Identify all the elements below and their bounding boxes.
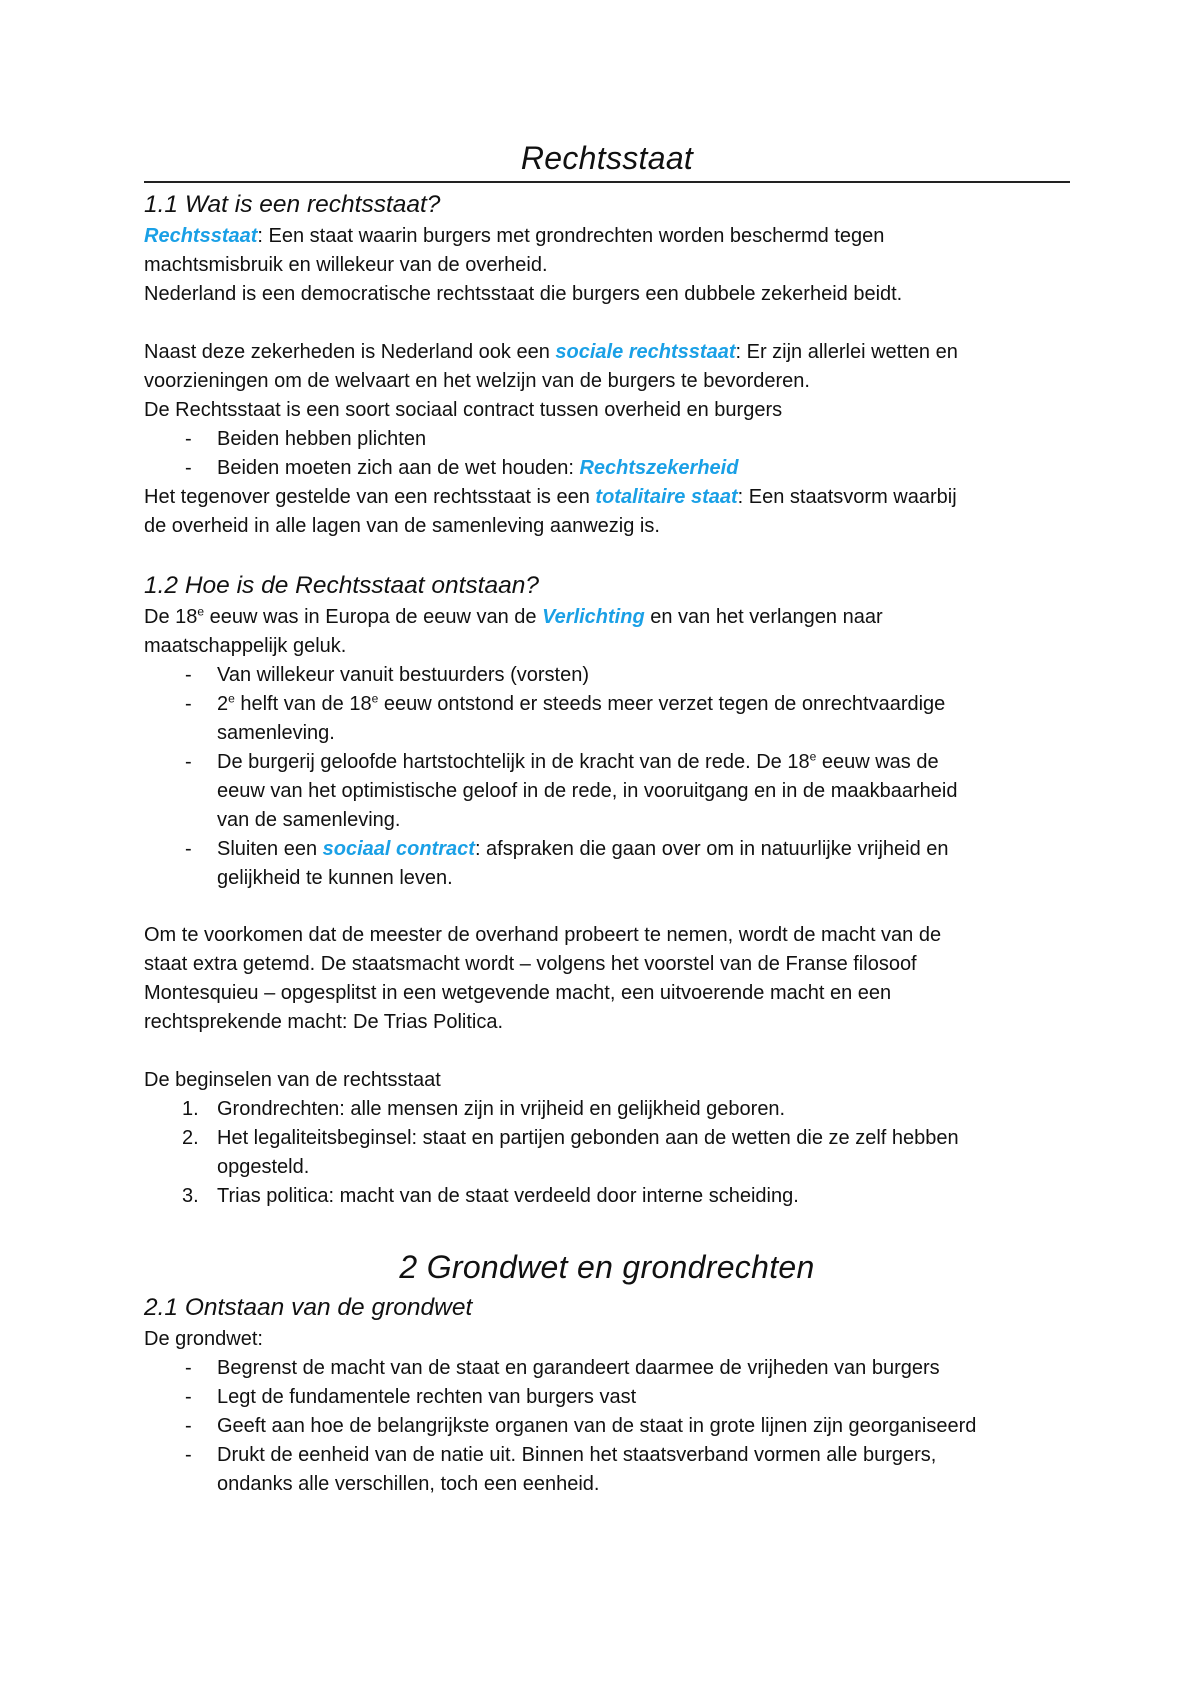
trias-paragraph-line: rechtsprekende macht: De Trias Politica. [144, 1011, 504, 1033]
section-heading-1-1: 1.1 Wat is een rechtsstaat? [144, 191, 441, 218]
trias-paragraph-line: Om te voorkomen dat de meester de overhand probeert te nemen, wordt de macht van de [144, 924, 942, 946]
duties-list [144, 425, 1070, 483]
keyword-verlichting: Verlichting [542, 606, 645, 628]
opposite-line-cont: de overheid in alle lagen van de samenleving aanwezig is. [144, 515, 660, 537]
list-item: - Geeft aan hoe de belangrijkste organen van de staat in grote lijnen zijn georganiseerd [185, 1415, 977, 1437]
social-state-line: Naast deze zekerheden is Nederland ook een sociale rechtsstaat: Er zijn allerlei wetten en [144, 341, 958, 363]
title-underline [144, 181, 1070, 183]
section-heading-1-2: 1.2 Hoe is de Rechtsstaat ontstaan? [144, 572, 539, 599]
page-title: Rechtsstaat [520, 140, 694, 176]
social-state-line-cont: voorzieningen om de welvaart en het welzijn van de burgers te bevorderen. [144, 370, 810, 392]
list-item: - Begrenst de macht van de staat en garandeert daarmee de vrijheden van burgers [185, 1357, 940, 1379]
list-item: - Sluiten een sociaal contract: afspraken die gaan over om in natuurlijke vrijheid en gelijkheid te kunnen leven. [185, 838, 949, 889]
keyword-sociale-rechtsstaat: sociale rechtsstaat [555, 341, 736, 363]
enlightenment-line-cont: maatschappelijk geluk. [144, 635, 347, 657]
principles-intro: De beginselen van de rechtsstaat [144, 1069, 441, 1091]
list-item: - Van willekeur vanuit bestuurders (vorsten) [185, 664, 590, 686]
principles-list [144, 1095, 1070, 1211]
list-item: - Legt de fundamentele rechten van burgers vast [185, 1386, 637, 1408]
grondwet-intro: De grondwet: [144, 1328, 263, 1350]
definition-line-cont: machtsmisbruik en willekeur van de overheid. [144, 254, 548, 276]
enlightenment-line: De 18e eeuw was in Europa de eeuw van de Verlichting en van het verlangen naar [144, 604, 883, 628]
definition-line: Rechtsstaat: Een staat waarin burgers met grondrechten worden beschermd tegen [144, 225, 885, 247]
keyword-totalitaire-staat: totalitaire staat [595, 486, 738, 508]
grondwet-list [144, 1354, 1070, 1499]
list-item: - 2e helft van de 18e eeuw ontstond er steeds meer verzet tegen de onrechtvaardige samenleving. [185, 691, 946, 744]
contract-line: De Rechtsstaat is een soort sociaal contract tussen overheid en burgers [144, 399, 783, 421]
enlightenment-list [144, 661, 1070, 893]
list-item: - Beiden moeten zich aan de wet houden: Rechtszekerheid [185, 457, 739, 479]
list-item: - Drukt de eenheid van de natie uit. Binnen het staatsverband vormen alle burgers, ondanks alle verschillen, toch een eenheid. [185, 1444, 937, 1495]
section-heading-2-1: 2.1 Ontstaan van de grondwet [144, 1294, 473, 1321]
list-item: - Beiden hebben plichten [185, 428, 427, 450]
list-item: 2. Het legaliteitsbeginsel: staat en partijen gebonden aan de wetten die ze zelf hebben opgesteld. [182, 1127, 959, 1178]
trias-paragraph-line: staat extra getemd. De staatsmacht wordt – volgens het voorstel van de Franse filosoof [144, 953, 917, 975]
list-item: 1. Grondrechten: alle mensen zijn in vrijheid en gelijkheid geboren. [182, 1098, 786, 1120]
trias-paragraph-line: Montesquieu – opgesplitst in een wetgevende macht, een uitvoerende macht en een [144, 982, 892, 1004]
chapter-title: 2 Grondwet en grondrechten [399, 1249, 815, 1285]
list-item: - De burgerij geloofde hartstochtelijk in de kracht van de rede. De 18e eeuw was de eeuw van het optimistische geloof in de rede, in vooruitgang en in de maakbaarheid van de samenleving. [185, 749, 958, 831]
nederland-line: Nederland is een democratische rechtsstaat die burgers een dubbele zekerheid beidt. [144, 283, 903, 305]
keyword-rechtsstaat: Rechtsstaat [144, 225, 258, 247]
opposite-line: Het tegenover gestelde van een rechtsstaat is een totalitaire staat: Een staatsvorm waarbij [144, 486, 957, 508]
list-item: 3. Trias politica: macht van de staat verdeeld door interne scheiding. [182, 1185, 799, 1207]
keyword-sociaal-contract: sociaal contract [322, 838, 475, 860]
keyword-rechtszekerheid: Rechtszekerheid [579, 457, 739, 479]
